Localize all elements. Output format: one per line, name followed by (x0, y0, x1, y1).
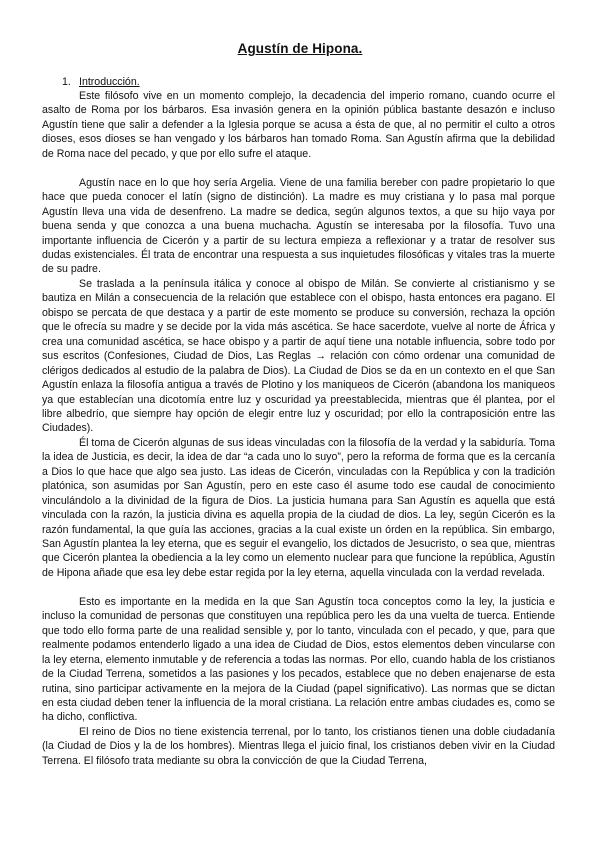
document-title: Agustín de Hipona. (237, 41, 363, 56)
paragraph-6: El reino de Dios no tiene existencia terrenal, por lo tanto, los cristianos tienen una doble ciudadanía (la Ciudad de Dios y la de los hombres). Mientras llega el juicio final, los cristianos deben vivir en la Ciudad Terrena. El filósofo trata mediante su obra la convicción de que la Ciudad Terrena, (42, 725, 555, 767)
paragraph-5: Esto es importante en la medida en la que San Agustín toca conceptos como la ley, la justicia e incluso la comunidad de personas que constituyen una república pero les da una vuelta de tuerca. Entiende que todo ello forma parte de una realidad sensible y, por lo tanto, vinculada con el pecado, y que, para que realmente podamos entenderlo ligado a una idea de Ciudad de Dios, estos elementos deben vincularse con la ley eterna, elemento inmutable y de referencia a todas las normas. Por ello, cuando habla de los cristianos de la Ciudad Terrena, sometidos a las pasiones y los pecados, establece que no deben enajenarse de esta rutina, sino participar activamente en la mejora de la Ciudad (papel significativo). Las normas que se dictan en esta ciudad deben tener la influencia de la moral cristiana. La relación entre ambas ciudades es, como se ha dicho, conflictiva. (42, 595, 555, 724)
paragraph-3: Se traslada a la península itálica y conoce al obispo de Milán. Se convierte al cristianismo y se bautiza en Milán a consecuencia de la relación que establece con el obispo, hasta entonces era pagano. El obispo se percata de que destaca y a partir de este momento se produce su conversión, rechaza la opción que le ofrecía su madre y se decide por la vida más ascética. Se hace sacerdote, vuelve al norte de África y crea una comunidad ascética, se hace obispo y a partir de aquí tiene una notable influencia, sobre todo por sus escritos (Confesiones, Ciudad de Dios, Las Reglas → relación con cómo ordenar una comunidad de clérigos dedicados al estudio de la palabra de Dios). La Ciudad de Dios se da en un contexto en el que San Agustín enlaza la filosofía antigua a través de Plotino y los maniqueos de Cicerón (abandona los maniqueos ya que establecían una dicotomía entre luz y oscuridad ya preestablecida, mientras que él plantea, por el libre albedrío, que siempre hay opción de elegir entre luz y oscuridad; por ello la contraposición entre las Ciudades). (42, 277, 555, 435)
section-title: Introducción. (79, 76, 140, 88)
paragraph-2: Agustín nace en lo que hoy sería Argelia. Viene de una familia bereber con padre propietario lo que hace que pueda conocer el latín (signo de distinción). La madre es muy cristiana y lo pasa mal porque Agustín lleva una vida de desenfreno. La madre se dedica, según algunos textos, a que su hijo vaya por buena senda y que conozca a una buena muchacha. Agustín se interesaba por la filosofía. Tuvo una importante influencia de Cicerón y a partir de su lectura empieza a reflexionar y a tratar de resolver sus dudas existenciales. Él trata de encontrar una respuesta a sus inquietudes filosóficas y vitales tras la muerte de su padre. (42, 176, 555, 276)
paragraph-4: Él toma de Cicerón algunas de sus ideas vinculadas con la filosofía de la verdad y la sabiduría. Toma la idea de Justicia, es decir, la idea de dar “a cada uno lo suyo”, pero la reforma de forma que es la cercanía a Dios lo que hace que algo sea justo. Las ideas de Cicerón, vinculadas con la República y con la tradición platónica, son asumidas por San Agustín, pero en este caso él asume todo ese caudal de conocimiento vinculándolo a la divinidad de la figura de Dios. La justicia humana para San Agustín es aquella que está vinculada con la razón, la justicia divina es aquella propia de la ciudad de dios. La ley, según Cicerón es la razón fundamental, la que guía las acciones, gracias a la cual existe un órden en la república. Sin embargo, San Agustín plantea la ley eterna, que es seguir el evangelio, los dictados de Jesucristo, o sea que, mientras que Cicerón plantea la obediencia a la ley como un elemento nuclear para que funcione la república, Agustín de Hipona añade que esa ley debe estar regida por la ley eterna, aquella vinculada con la verdad revelada. (42, 436, 555, 579)
section-number: 1. (62, 76, 71, 88)
paragraph-1: Este filósofo vive en un momento complejo, la decadencia del imperio romano, cuando ocurre el asalto de Roma por los bárbaros. Esa invasión genera en la opinión pública bastante desazón e incluso Agustín tiene que salir a defender a la Iglesia porque se acusa a ésta de que, al no permitir el culto a otros dioses, esos dioses se han vengado y los bárbaros han tomado Roma. San Agustín afirma que la debilidad de Roma nace del pecado, y que por ello sufre el ataque. (42, 90, 555, 160)
section-heading (62, 75, 140, 89)
body-block-1 (42, 89, 555, 768)
